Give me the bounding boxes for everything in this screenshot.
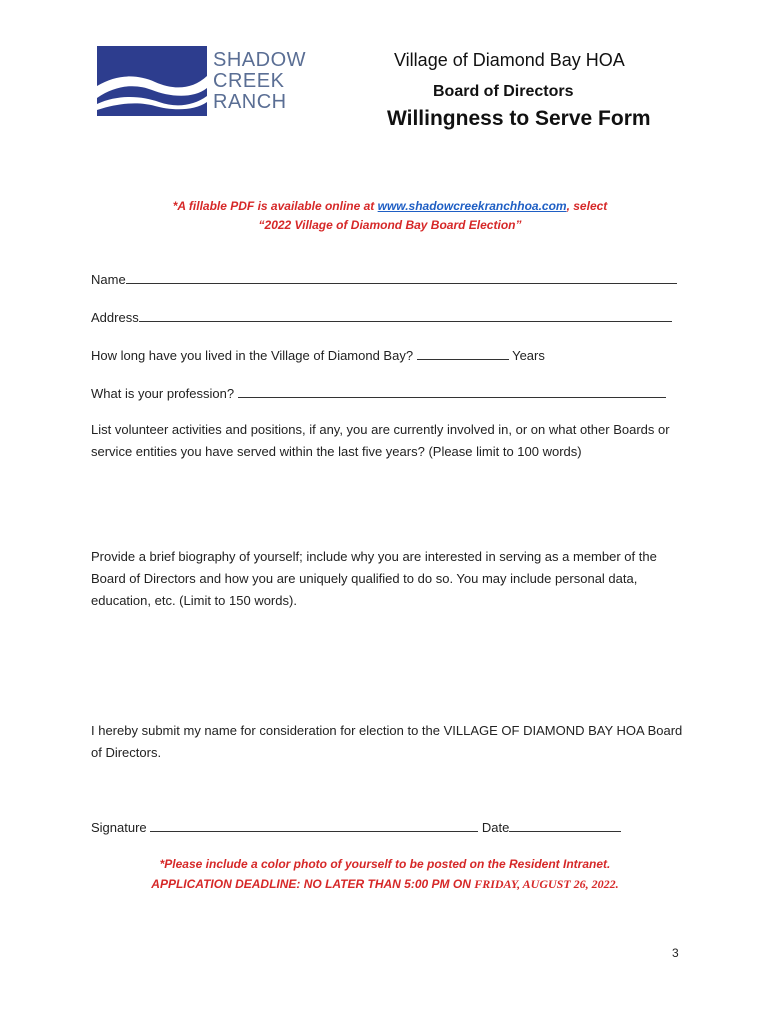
profession-input-line[interactable] [238,384,666,398]
board-heading: Board of Directors [433,83,574,100]
profession-field: What is your profession? [91,384,666,401]
signature-row: Signature Date [91,818,621,835]
date-input-line[interactable] [509,818,621,832]
fillable-pdf-notice: *A fillable PDF is available online at www.shadowcreekranchhoa.com, select “2022 Village of Diamond Bay Board Election” [172,199,608,232]
application-deadline: APPLICATION DEADLINE: NO LATER THAN 5:00 PM ON FRIDAY, AUGUST 26, 2022. [151,877,619,891]
photo-request: *Please include a color photo of yourself to be posted on the Resident Intranet. [159,857,611,871]
volunteer-question: List volunteer activities and positions, if any, you are currently involved in, or on what other Boards or service entities you have served within the last five years? (Please limit to 100 words) [91,422,670,459]
page-number: 3 [672,946,679,960]
shadow-creek-ranch-logo [97,46,325,116]
logo-wave-mark [97,46,207,116]
logo-wordmark: SHADOW CREEK RANCH [213,49,306,113]
years-input-line[interactable] [417,346,509,360]
signature-input-line[interactable] [150,818,478,832]
name-field: Name [91,270,677,287]
form-title: Willingness to Serve Form [387,107,651,130]
biography-question: Provide a brief biography of yourself; include why you are interested in serving as a member of the Board of Directors and how you are uniquely qualified to do so. You may include personal data, education, etc. (Limit to 150 words). [91,549,657,608]
submission-statement: I hereby submit my name for consideration for election to the VILLAGE OF DIAMOND BAY HOA Board of Directors. [91,723,683,760]
org-name: Village of Diamond Bay HOA [394,50,625,70]
hoa-website-link[interactable]: www.shadowcreekranchhoa.com [377,199,567,213]
address-input-line[interactable] [139,308,672,322]
name-input-line[interactable] [126,270,677,284]
residency-field: How long have you lived in the Village of Diamond Bay? Years [91,348,545,363]
address-field: Address [91,308,672,325]
